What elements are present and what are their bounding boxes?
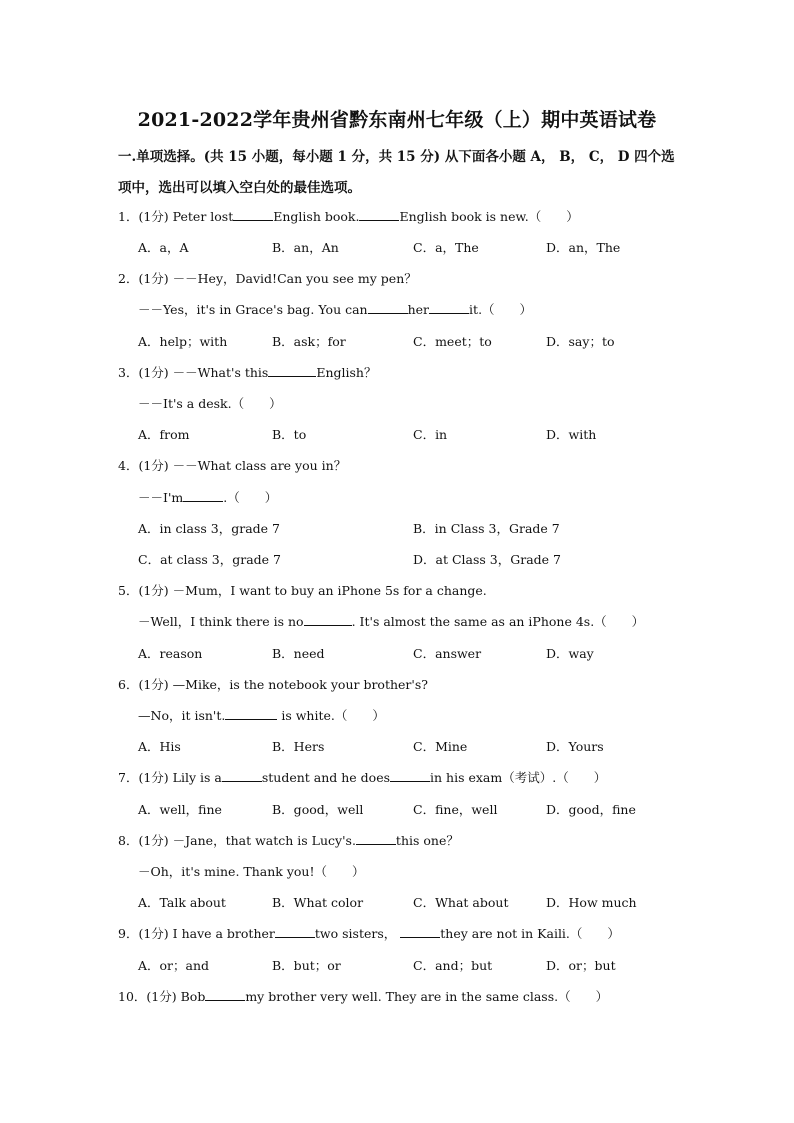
question-text: －－Hey，David!Can you see my pen？: [172, 271, 417, 286]
question-text: .（ ）: [223, 490, 278, 505]
option-a: A．His: [138, 739, 181, 754]
blank: [359, 208, 399, 221]
option-b: B．an，An: [272, 240, 339, 255]
option-d: D．with: [546, 427, 597, 442]
question-3: [118, 363, 376, 381]
question-number: 6．(1分): [118, 677, 169, 692]
option-a: A．from: [138, 427, 190, 442]
option-d: D．How much: [546, 895, 637, 910]
blank: [222, 769, 262, 782]
question-7: [118, 768, 606, 786]
option-c: C．What about: [413, 895, 509, 910]
option-d: D．say；to: [546, 334, 615, 349]
question-text: －－I'm: [138, 490, 184, 505]
question-text: they are not in Kaili.（ ）: [440, 926, 620, 941]
question-text: my brother very well. They are in the same class.（ ）: [245, 989, 609, 1004]
option-d: D．good，fine: [546, 802, 636, 817]
option-c: C．fine，well: [413, 802, 498, 817]
question-5-reply: [138, 612, 644, 630]
blank: [225, 707, 277, 720]
question-10: [118, 987, 608, 1005]
question-2-reply: [138, 300, 532, 318]
question-9: [118, 924, 620, 942]
question-text: in his exam（考试）.（ ）: [430, 770, 607, 785]
option-d: D．way: [546, 646, 594, 661]
question-text: －－What class are you in？: [172, 458, 347, 473]
option-d: D．an，The: [546, 240, 621, 255]
question-8: [118, 831, 459, 849]
option-d: D．Yours: [546, 739, 604, 754]
blank: [183, 489, 223, 502]
question-8-reply: －Oh，it's mine. Thank you!（ ）: [138, 864, 365, 879]
option-a: A．help；with: [138, 334, 228, 349]
question-4: [118, 456, 346, 474]
option-d: D．or；but: [546, 958, 616, 973]
option-c: C．meet；to: [413, 334, 492, 349]
question-6: [118, 675, 428, 693]
option-b: B．need: [272, 646, 325, 661]
section-heading: 一.单项选择。(共 15 小题，每小题 1 分，共 15 分) 从下面各小题 A， B， C， D 四个选: [118, 149, 675, 165]
option-a: A．Talk about: [138, 895, 226, 910]
option-c: C．and；but: [413, 958, 493, 973]
blank: [390, 769, 430, 782]
question-number: 5．(1分): [118, 583, 169, 598]
question-4-reply: [138, 488, 277, 506]
blank: [205, 988, 245, 1001]
question-text: —No，it isn't.: [138, 708, 226, 723]
option-c: C．at class 3，grade 7: [138, 552, 281, 567]
option-b: B．but；or: [272, 958, 341, 973]
question-text: －－Yes，it's in Grace's bag. You can: [138, 302, 368, 317]
question-3-reply: －－It's a desk.（ ）: [138, 396, 282, 411]
blank: [429, 301, 469, 314]
question-text: student and he does: [261, 770, 391, 785]
option-c: C．Mine: [413, 739, 468, 754]
question-text: Bob: [180, 989, 206, 1004]
question-text: －－What's this: [172, 365, 269, 380]
option-b: B．in Class 3，Grade 7: [413, 521, 560, 536]
question-text: I have a brother: [172, 926, 275, 941]
question-text: English book is new.（ ）: [399, 209, 579, 224]
option-c: C．answer: [413, 646, 482, 661]
question-number: 9．(1分): [118, 926, 169, 941]
page-title: 2021-2022学年贵州省黔东南州七年级（上）期中英语试卷: [137, 109, 657, 131]
question-number: 3．(1分): [118, 365, 169, 380]
option-c: C．a，The: [413, 240, 479, 255]
option-a: A．reason: [138, 646, 203, 661]
blank: [275, 925, 315, 938]
question-text: Peter lost: [172, 209, 234, 224]
question-6-reply: [138, 706, 385, 724]
question-text: English？: [316, 365, 377, 380]
question-1: [118, 207, 579, 225]
option-b: B．Hers: [272, 739, 325, 754]
option-d: D．at Class 3，Grade 7: [413, 552, 561, 567]
option-a: A．or；and: [138, 958, 210, 973]
question-text: her: [407, 302, 430, 317]
question-number: 8．(1分): [118, 833, 169, 848]
question-number: 10．(1分): [118, 989, 177, 1004]
question-text: －Well，I think there is no: [138, 614, 304, 629]
blank: [400, 925, 440, 938]
blank: [233, 208, 273, 221]
option-a: A．well，fine: [138, 802, 222, 817]
question-text: is white.（ ）: [281, 708, 385, 723]
option-b: B．good，well: [272, 802, 364, 817]
option-b: B．ask；for: [272, 334, 346, 349]
blank: [368, 301, 408, 314]
question-text: this one？: [395, 833, 459, 848]
blank: [304, 613, 352, 626]
question-text: it.（ ）: [469, 302, 533, 317]
blank: [356, 832, 396, 845]
option-a: A．a，A: [138, 240, 189, 255]
blank: [268, 364, 316, 377]
option-b: B．What color: [272, 895, 364, 910]
question-text: Lily is a: [172, 770, 222, 785]
question-number: 2．(1分): [118, 271, 169, 286]
option-b: B．to: [272, 427, 307, 442]
question-number: 1．(1分): [118, 209, 169, 224]
question-number: 4．(1分): [118, 458, 169, 473]
question-number: 7．(1分): [118, 770, 169, 785]
question-5: [118, 581, 487, 599]
question-2: [118, 269, 417, 287]
question-text: —Mike，is the notebook your brother's?: [172, 677, 428, 692]
question-text: －Jane，that watch is Lucy's.: [172, 833, 356, 848]
section-heading-cont: 项中，选出可以填入空白处的最佳选项。: [118, 180, 361, 196]
option-a: A．in class 3，grade 7: [138, 521, 281, 536]
question-text: English book.: [273, 209, 360, 224]
option-c: C．in: [413, 427, 448, 442]
question-text: . It's almost the same as an iPhone 4s.（ ）: [351, 614, 645, 629]
question-text: －Mum，I want to buy an iPhone 5s for a change.: [172, 583, 487, 598]
question-text: two sisters，: [314, 926, 397, 941]
